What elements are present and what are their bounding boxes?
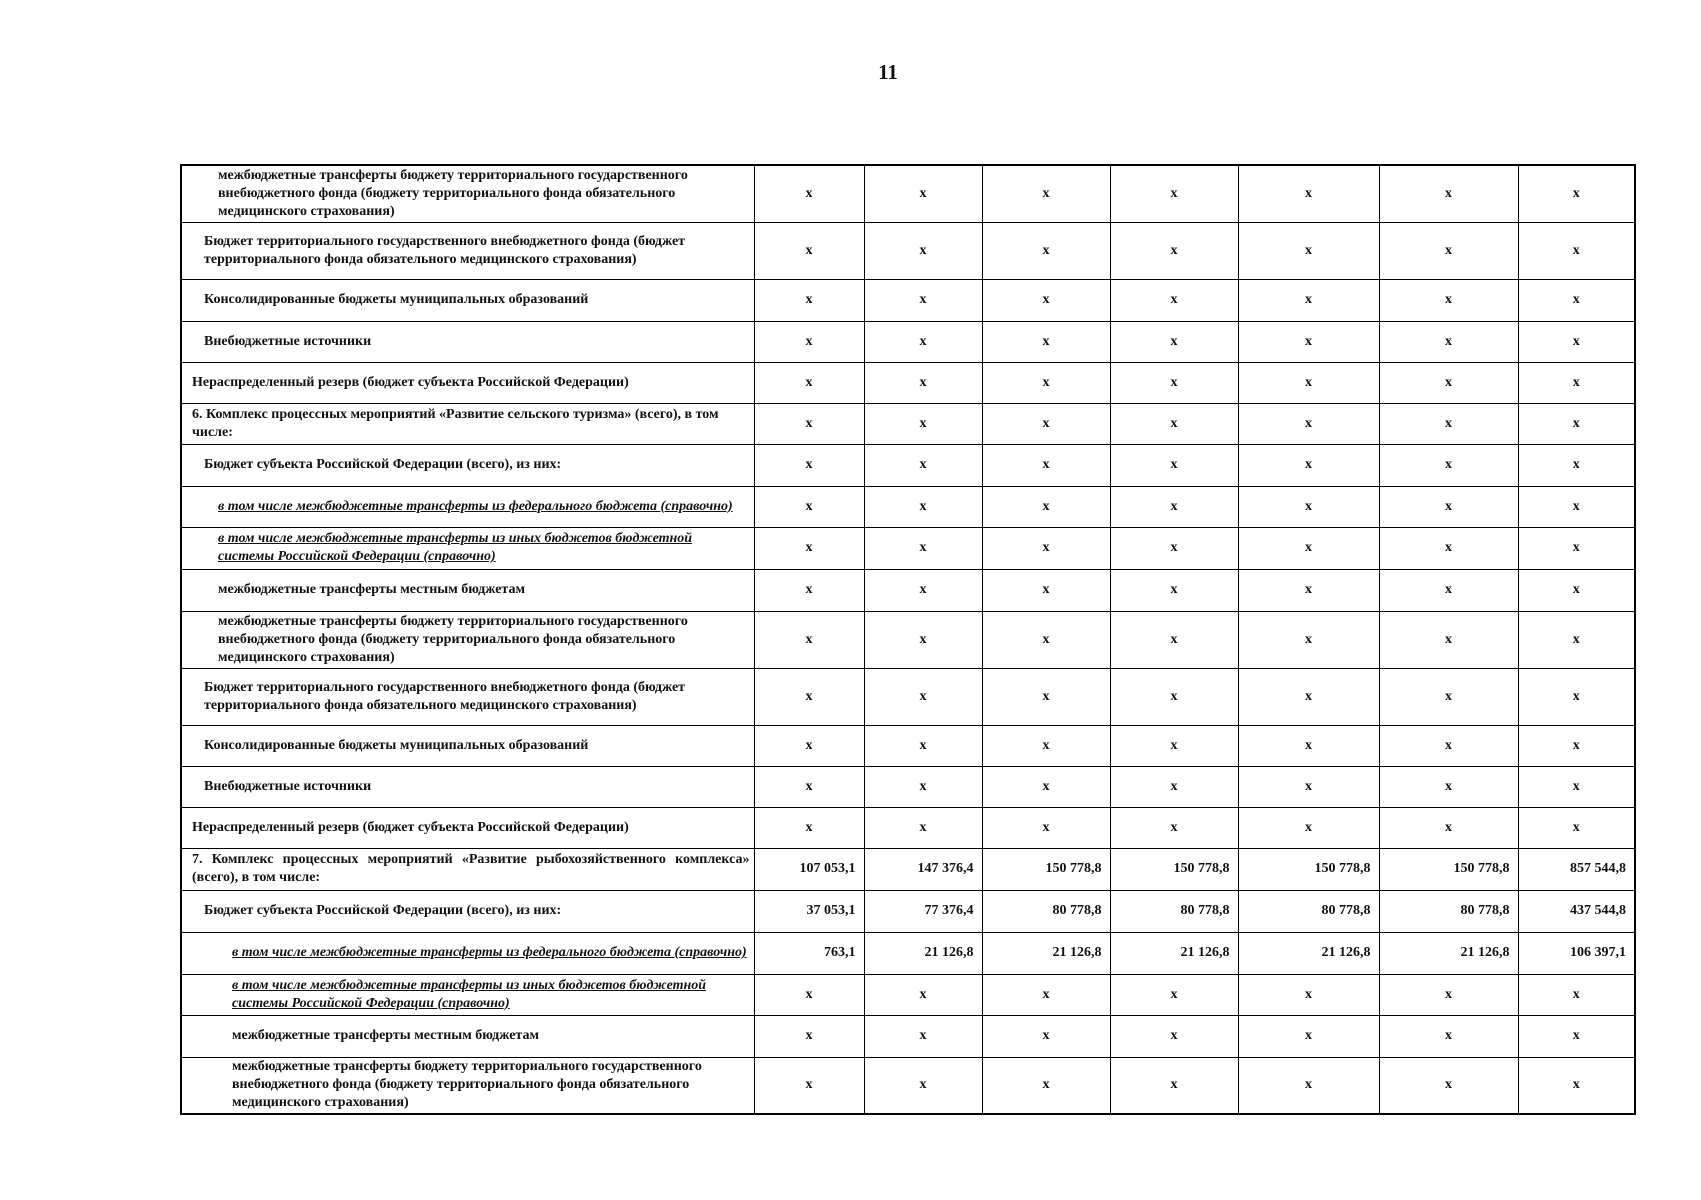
row-label (181, 165, 754, 222)
budget-table (180, 164, 1636, 1115)
value-cell: x (754, 668, 864, 725)
value-cell: x (1110, 569, 1238, 611)
value-cell: x (1518, 725, 1635, 766)
table-row (181, 932, 1635, 974)
value-cell: 80 778,8 (1110, 890, 1238, 932)
row-label-text: в том числе межбюджетные трансферты из федерального бюджета (справочно) (232, 945, 747, 960)
table-row (181, 403, 1635, 444)
value-cell: x (754, 403, 864, 444)
value-cell: x (1518, 279, 1635, 321)
value-cell: x (982, 611, 1110, 668)
table-row (181, 321, 1635, 362)
value-cell: x (754, 569, 864, 611)
value-cell: x (1379, 1057, 1518, 1114)
value-cell: x (1238, 222, 1379, 279)
row-label (181, 403, 754, 444)
value-cell: x (864, 362, 982, 403)
value-cell: x (982, 725, 1110, 766)
value-cell: 37 053,1 (754, 890, 864, 932)
value-cell: x (754, 974, 864, 1015)
row-label (181, 362, 754, 403)
value-cell: x (1379, 165, 1518, 222)
value-cell: x (1110, 279, 1238, 321)
page-number: 11 (878, 60, 898, 84)
row-label (181, 668, 754, 725)
value-cell: 21 126,8 (982, 932, 1110, 974)
value-cell: x (1518, 486, 1635, 527)
row-label (181, 932, 754, 974)
value-cell: x (1518, 807, 1635, 848)
row-label (181, 486, 754, 527)
row-label (181, 611, 754, 668)
value-cell: x (864, 725, 982, 766)
row-label (181, 279, 754, 321)
table-row (181, 766, 1635, 807)
value-cell: x (982, 569, 1110, 611)
value-cell: x (1110, 403, 1238, 444)
row-label-text: 6. Комплекс процессных мероприятий «Развитие сельского туризма» (всего), в том числе: (192, 406, 719, 440)
row-label-text: Бюджет территориального государственного внебюджетного фонда (бюджет территориального фонда обязательного медицинского страхования) (204, 679, 686, 713)
value-cell: x (982, 807, 1110, 848)
value-cell: x (1238, 444, 1379, 486)
table-row (181, 222, 1635, 279)
value-cell: x (982, 1015, 1110, 1057)
value-cell: x (1518, 974, 1635, 1015)
row-label-text: межбюджетные трансферты местным бюджетам (218, 582, 525, 597)
row-label (181, 1057, 754, 1114)
value-cell: x (982, 321, 1110, 362)
value-cell: x (864, 444, 982, 486)
value-cell: x (1110, 222, 1238, 279)
value-cell: x (864, 569, 982, 611)
value-cell: x (1238, 1057, 1379, 1114)
row-label (181, 725, 754, 766)
value-cell: x (982, 165, 1110, 222)
row-label-text: Бюджет субъекта Российской Федерации (всего), из них: (204, 903, 562, 918)
value-cell: x (1518, 321, 1635, 362)
value-cell: x (864, 611, 982, 668)
value-cell: x (1518, 527, 1635, 569)
value-cell: x (1110, 321, 1238, 362)
value-cell: x (754, 486, 864, 527)
value-cell: x (754, 611, 864, 668)
value-cell: x (1518, 1057, 1635, 1114)
value-cell: x (1238, 668, 1379, 725)
value-cell: x (1379, 486, 1518, 527)
value-cell: x (754, 165, 864, 222)
value-cell: x (1379, 279, 1518, 321)
row-label (181, 890, 754, 932)
value-cell: x (754, 321, 864, 362)
table-row (181, 362, 1635, 403)
value-cell: x (1379, 527, 1518, 569)
value-cell: x (1110, 444, 1238, 486)
value-cell: x (754, 527, 864, 569)
value-cell: x (1238, 1015, 1379, 1057)
value-cell: x (982, 362, 1110, 403)
table-row (181, 974, 1635, 1015)
value-cell: x (982, 1057, 1110, 1114)
row-label-text: Бюджет территориального государственного внебюджетного фонда (бюджет территориального фонда обязательного медицинского страхования) (204, 233, 686, 267)
value-cell: x (982, 222, 1110, 279)
value-cell: x (1110, 1057, 1238, 1114)
value-cell: x (982, 668, 1110, 725)
table-row (181, 807, 1635, 848)
value-cell: x (864, 527, 982, 569)
row-label-text: Бюджет субъекта Российской Федерации (всего), из них: (204, 457, 562, 472)
value-cell: x (1238, 362, 1379, 403)
row-label (181, 1015, 754, 1057)
row-label-text: межбюджетные трансферты бюджету территориального государственного внебюджетного фонда (бюджету территориального фонда обязательного медицинского страхования) (218, 167, 688, 219)
row-label-text: Консолидированные бюджеты муниципальных образований (204, 292, 589, 307)
row-label (181, 222, 754, 279)
value-cell: x (1110, 766, 1238, 807)
value-cell: x (1238, 974, 1379, 1015)
row-label-text: межбюджетные трансферты бюджету территориального государственного внебюджетного фонда (бюджету территориального фонда обязательного медицинского страхования) (218, 613, 688, 665)
value-cell: 21 126,8 (1238, 932, 1379, 974)
row-label-text: в том числе межбюджетные трансферты из иных бюджетов бюджетной системы Российской Федерации (справочно) (218, 531, 693, 564)
value-cell: 21 126,8 (1379, 932, 1518, 974)
value-cell: 21 126,8 (864, 932, 982, 974)
row-label (181, 807, 754, 848)
row-label-text: в том числе межбюджетные трансферты из иных бюджетов бюджетной системы Российской Федерации (справочно) (232, 977, 707, 1011)
value-cell: x (1110, 362, 1238, 403)
value-cell: 80 778,8 (1238, 890, 1379, 932)
table-row (181, 569, 1635, 611)
table-row (181, 668, 1635, 725)
value-cell: x (1379, 766, 1518, 807)
value-cell: x (1379, 668, 1518, 725)
table-row (181, 279, 1635, 321)
value-cell: x (1379, 362, 1518, 403)
value-cell: x (754, 1015, 864, 1057)
value-cell: x (1379, 444, 1518, 486)
value-cell: x (1238, 725, 1379, 766)
value-cell: x (1518, 403, 1635, 444)
row-label (181, 321, 754, 362)
value-cell: x (1238, 766, 1379, 807)
row-label-text: 7. Комплекс процессных мероприятий «Развитие рыбохозяйственного комплекса» (всего), в том числе: (192, 852, 750, 885)
value-cell: x (1110, 486, 1238, 527)
row-label-text: Внебюджетные источники (204, 778, 372, 794)
value-cell: x (754, 279, 864, 321)
value-cell: x (1379, 807, 1518, 848)
value-cell: x (1238, 403, 1379, 444)
value-cell: x (1110, 527, 1238, 569)
value-cell: x (1238, 279, 1379, 321)
value-cell: x (754, 362, 864, 403)
value-cell: x (982, 766, 1110, 807)
value-cell: 150 778,8 (1379, 848, 1518, 890)
table-row (181, 486, 1635, 527)
value-cell: 106 397,1 (1518, 932, 1635, 974)
value-cell: x (1379, 611, 1518, 668)
value-cell: x (1379, 569, 1518, 611)
table-row (181, 444, 1635, 486)
value-cell: x (1110, 807, 1238, 848)
value-cell: x (1110, 1015, 1238, 1057)
value-cell: x (1110, 611, 1238, 668)
value-cell: x (1518, 222, 1635, 279)
value-cell: 437 544,8 (1518, 890, 1635, 932)
value-cell: x (1379, 974, 1518, 1015)
value-cell: x (1379, 1015, 1518, 1057)
value-cell: x (754, 725, 864, 766)
value-cell: 763,1 (754, 932, 864, 974)
value-cell: x (864, 486, 982, 527)
value-cell: x (864, 766, 982, 807)
value-cell: x (982, 974, 1110, 1015)
value-cell: x (864, 321, 982, 362)
value-cell: 150 778,8 (982, 848, 1110, 890)
table-row (181, 848, 1635, 890)
value-cell: 80 778,8 (1379, 890, 1518, 932)
value-cell: 150 778,8 (1110, 848, 1238, 890)
table-row (181, 725, 1635, 766)
value-cell: x (864, 279, 982, 321)
table-row (181, 890, 1635, 932)
value-cell: x (754, 807, 864, 848)
row-label (181, 444, 754, 486)
value-cell: x (1238, 807, 1379, 848)
value-cell: x (1518, 444, 1635, 486)
value-cell: x (754, 444, 864, 486)
value-cell: x (1379, 725, 1518, 766)
value-cell: x (864, 807, 982, 848)
value-cell: x (754, 1057, 864, 1114)
value-cell: x (1518, 1015, 1635, 1057)
value-cell: x (1238, 527, 1379, 569)
value-cell: x (1110, 725, 1238, 766)
value-cell: x (754, 766, 864, 807)
value-cell: x (864, 1057, 982, 1114)
table-body (181, 165, 1635, 1114)
row-label-text: межбюджетные трансферты местным бюджетам (232, 1028, 539, 1043)
row-label-text: Внебюджетные источники (204, 333, 372, 349)
value-cell: x (864, 222, 982, 279)
value-cell: 857 544,8 (1518, 848, 1635, 890)
row-label-text: Консолидированные бюджеты муниципальных образований (204, 737, 589, 753)
value-cell: x (1518, 611, 1635, 668)
row-label (181, 766, 754, 807)
row-label (181, 974, 754, 1015)
table-row (181, 527, 1635, 569)
value-cell: x (1110, 668, 1238, 725)
value-cell: x (982, 403, 1110, 444)
value-cell: x (864, 974, 982, 1015)
value-cell: x (982, 527, 1110, 569)
row-label (181, 527, 754, 569)
value-cell: 147 376,4 (864, 848, 982, 890)
value-cell: x (864, 403, 982, 444)
table-row (181, 165, 1635, 222)
table-row (181, 1015, 1635, 1057)
value-cell: x (1238, 321, 1379, 362)
row-label (181, 569, 754, 611)
row-label-text: межбюджетные трансферты бюджету территориального государственного внебюджетного фонда (бюджету территориального фонда обязательного медицинского страхования) (232, 1059, 702, 1111)
value-cell: x (864, 1015, 982, 1057)
table-row (181, 1057, 1635, 1114)
value-cell: x (1518, 165, 1635, 222)
value-cell: x (1518, 766, 1635, 807)
value-cell: x (864, 668, 982, 725)
value-cell: 77 376,4 (864, 890, 982, 932)
value-cell: 150 778,8 (1238, 848, 1379, 890)
value-cell: x (982, 486, 1110, 527)
value-cell: x (982, 279, 1110, 321)
row-label (181, 848, 754, 890)
value-cell: x (1238, 165, 1379, 222)
value-cell: 80 778,8 (982, 890, 1110, 932)
value-cell: x (1518, 668, 1635, 725)
value-cell: x (864, 165, 982, 222)
value-cell: 21 126,8 (1110, 932, 1238, 974)
row-label-text: в том числе межбюджетные трансферты из федерального бюджета (справочно) (218, 498, 733, 514)
value-cell: x (1110, 165, 1238, 222)
value-cell: x (1379, 222, 1518, 279)
value-cell: x (1518, 569, 1635, 611)
value-cell: x (982, 444, 1110, 486)
value-cell: x (754, 222, 864, 279)
value-cell: x (1238, 569, 1379, 611)
table-row (181, 611, 1635, 668)
value-cell: 107 053,1 (754, 848, 864, 890)
value-cell: x (1379, 403, 1518, 444)
value-cell: x (1238, 486, 1379, 527)
value-cell: x (1110, 974, 1238, 1015)
value-cell: x (1379, 321, 1518, 362)
value-cell: x (1238, 611, 1379, 668)
value-cell: x (1518, 362, 1635, 403)
row-label-text: Нераспределенный резерв (бюджет субъекта Российской Федерации) (192, 819, 629, 835)
row-label-text: Нераспределенный резерв (бюджет субъекта Российской Федерации) (192, 374, 629, 390)
